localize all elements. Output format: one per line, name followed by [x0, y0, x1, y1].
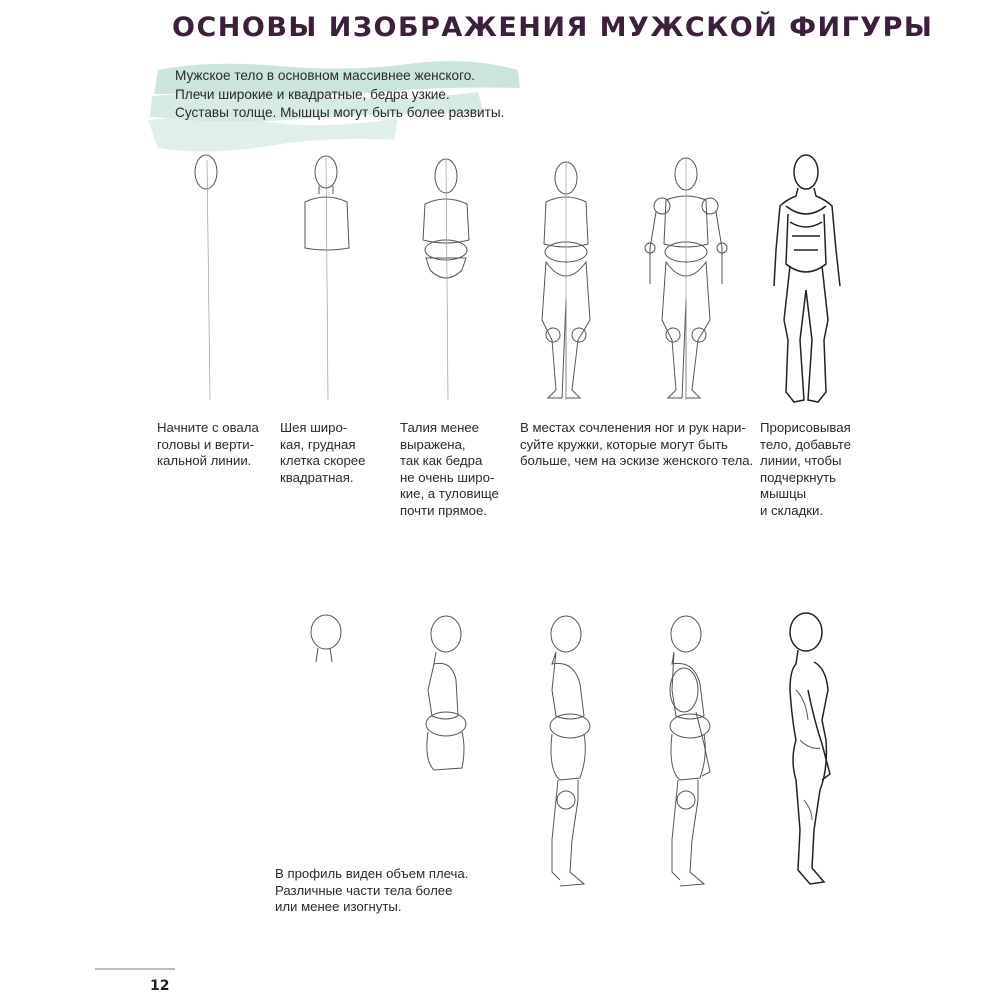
caption-line: Шея широ-: [280, 420, 348, 435]
front-step5-caption: [760, 420, 851, 519]
caption-line: выражена,: [400, 436, 466, 452]
front-step6-figure: [774, 155, 840, 402]
front-step5-figure: [645, 158, 727, 400]
caption-line: больше, чем на эскизе женского тела.: [520, 453, 754, 468]
caption-line: почти прямое.: [400, 502, 487, 518]
caption-line: кие, а туловище: [400, 486, 499, 501]
front-step4-caption: [520, 420, 753, 470]
front-step2-caption: [280, 420, 365, 486]
front-step3-caption: [400, 420, 499, 519]
caption-line: Начните с овала: [157, 420, 259, 435]
caption-line: не очень широ-: [400, 469, 495, 485]
caption-line: или менее изогнуты.: [275, 899, 402, 914]
caption-line: мышцы: [760, 486, 807, 501]
caption-line: В местах сочленения ног и рук нари-: [520, 420, 746, 435]
caption-line: Талия менее: [400, 420, 480, 435]
caption-line: головы и верти-: [157, 436, 254, 452]
front-step3-figure: [423, 159, 469, 400]
caption-line: так как бедра: [400, 453, 483, 468]
profile-step2-figure: [426, 616, 466, 770]
profile-step1-figure: [311, 615, 341, 662]
caption-line: линии, чтобы: [760, 453, 842, 468]
front-step1-caption: [157, 420, 259, 470]
profile-step4-figure: [670, 616, 710, 886]
page-title: ОСНОВЫ ИЗОБРАЖЕНИЯ МУЖСКОЙ ФИГУРЫ: [172, 12, 934, 43]
caption-line: Прорисовывая: [760, 420, 851, 435]
caption-line: квадратная.: [280, 469, 354, 485]
page-footer-rule: [95, 968, 175, 970]
intro-line: Суставы толще. Мышцы могут быть более развиты.: [175, 105, 505, 120]
caption-line: Различные части тела более: [275, 882, 453, 898]
caption-line: тело, добавьте: [760, 436, 851, 452]
caption-line: В профиль виден объем плеча.: [275, 866, 469, 881]
intro-line: Плечи широкие и квадратные, бедра узкие.: [175, 86, 450, 102]
front-step1-figure: [195, 155, 217, 400]
caption-line: подчеркнуть: [760, 469, 836, 485]
caption-line: и складки.: [760, 502, 824, 518]
front-step4-figure: [542, 162, 590, 400]
intro-line: Мужское тело в основном массивнее женского.: [175, 68, 476, 83]
profile-step5-figure: [790, 613, 830, 884]
profile-caption: [275, 866, 468, 916]
profile-step3-figure: [550, 616, 590, 886]
caption-line: клетка скорее: [280, 453, 366, 468]
caption-line: кая, грудная: [280, 436, 356, 452]
caption-line: кальной линии.: [157, 453, 252, 468]
caption-line: суйте кружки, которые могут быть: [520, 436, 728, 452]
front-step2-figure: [305, 156, 349, 400]
page-number: 12: [150, 978, 170, 994]
